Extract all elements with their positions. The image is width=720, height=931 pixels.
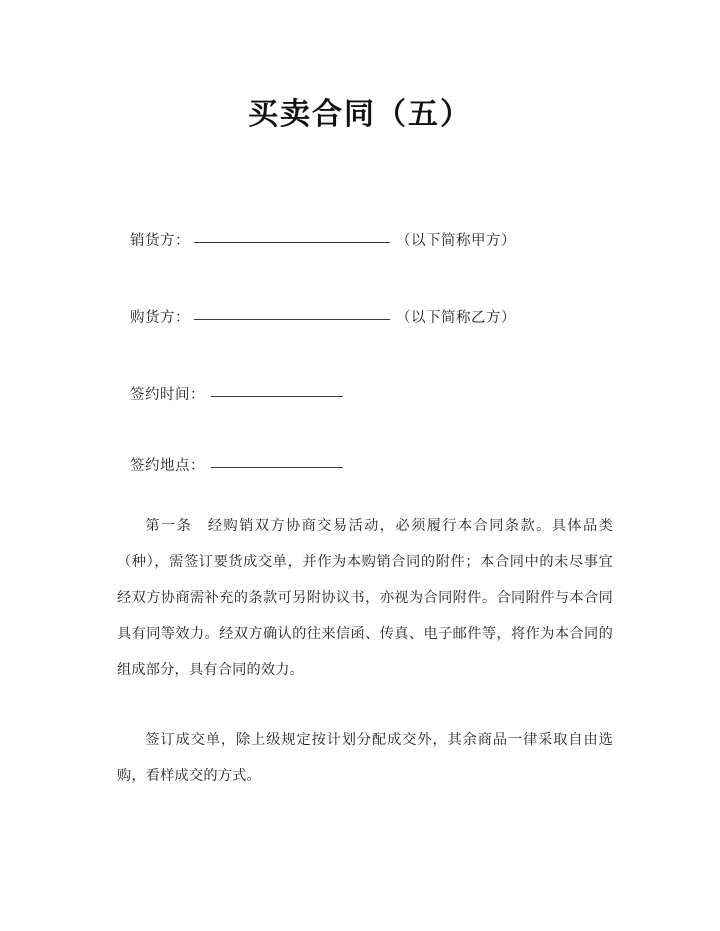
field-label-sign-place: 签约地点： [130,458,205,474]
page-title: 买卖合同（五） [248,97,472,133]
field-row-buyer [130,306,516,327]
field-suffix-seller: （以下简称甲方） [396,233,516,249]
field-label-buyer: 购货方： [130,310,190,326]
paragraph-text: 签订成交单，除上级规定按计划分配成交外，其余商品一律采取自由选购，看样成交的方式。 [117,732,613,784]
field-blank-sign-date[interactable] [211,396,343,397]
field-blank-sign-place[interactable] [211,467,343,468]
field-blank-seller[interactable] [194,242,390,243]
field-row-sign-date [130,383,349,404]
paragraph-text: 第一条 经购销双方协商交易活动，必须履行本合同条款。具体品类（种），需签订要货成交单，并作为本购销合同的附件；本合同中的未尽事宜经双方协商需补充的条款可另附协议书，亦视为合同附件。合同附件与本合同具有同等效力。经双方确认的往来信函、传真、电子邮件等，将作为本合同的组成部分，具有合同的效力。 [117,518,613,678]
body-paragraph-2 [117,722,613,794]
body-paragraph-article-1 [117,508,613,688]
field-row-sign-place [130,454,349,475]
field-label-sign-date: 签约时间： [130,387,205,403]
field-blank-buyer[interactable] [194,319,390,320]
field-suffix-buyer: （以下简称乙方） [396,310,516,326]
field-row-seller [130,229,516,250]
field-label-seller: 销货方： [130,233,190,249]
